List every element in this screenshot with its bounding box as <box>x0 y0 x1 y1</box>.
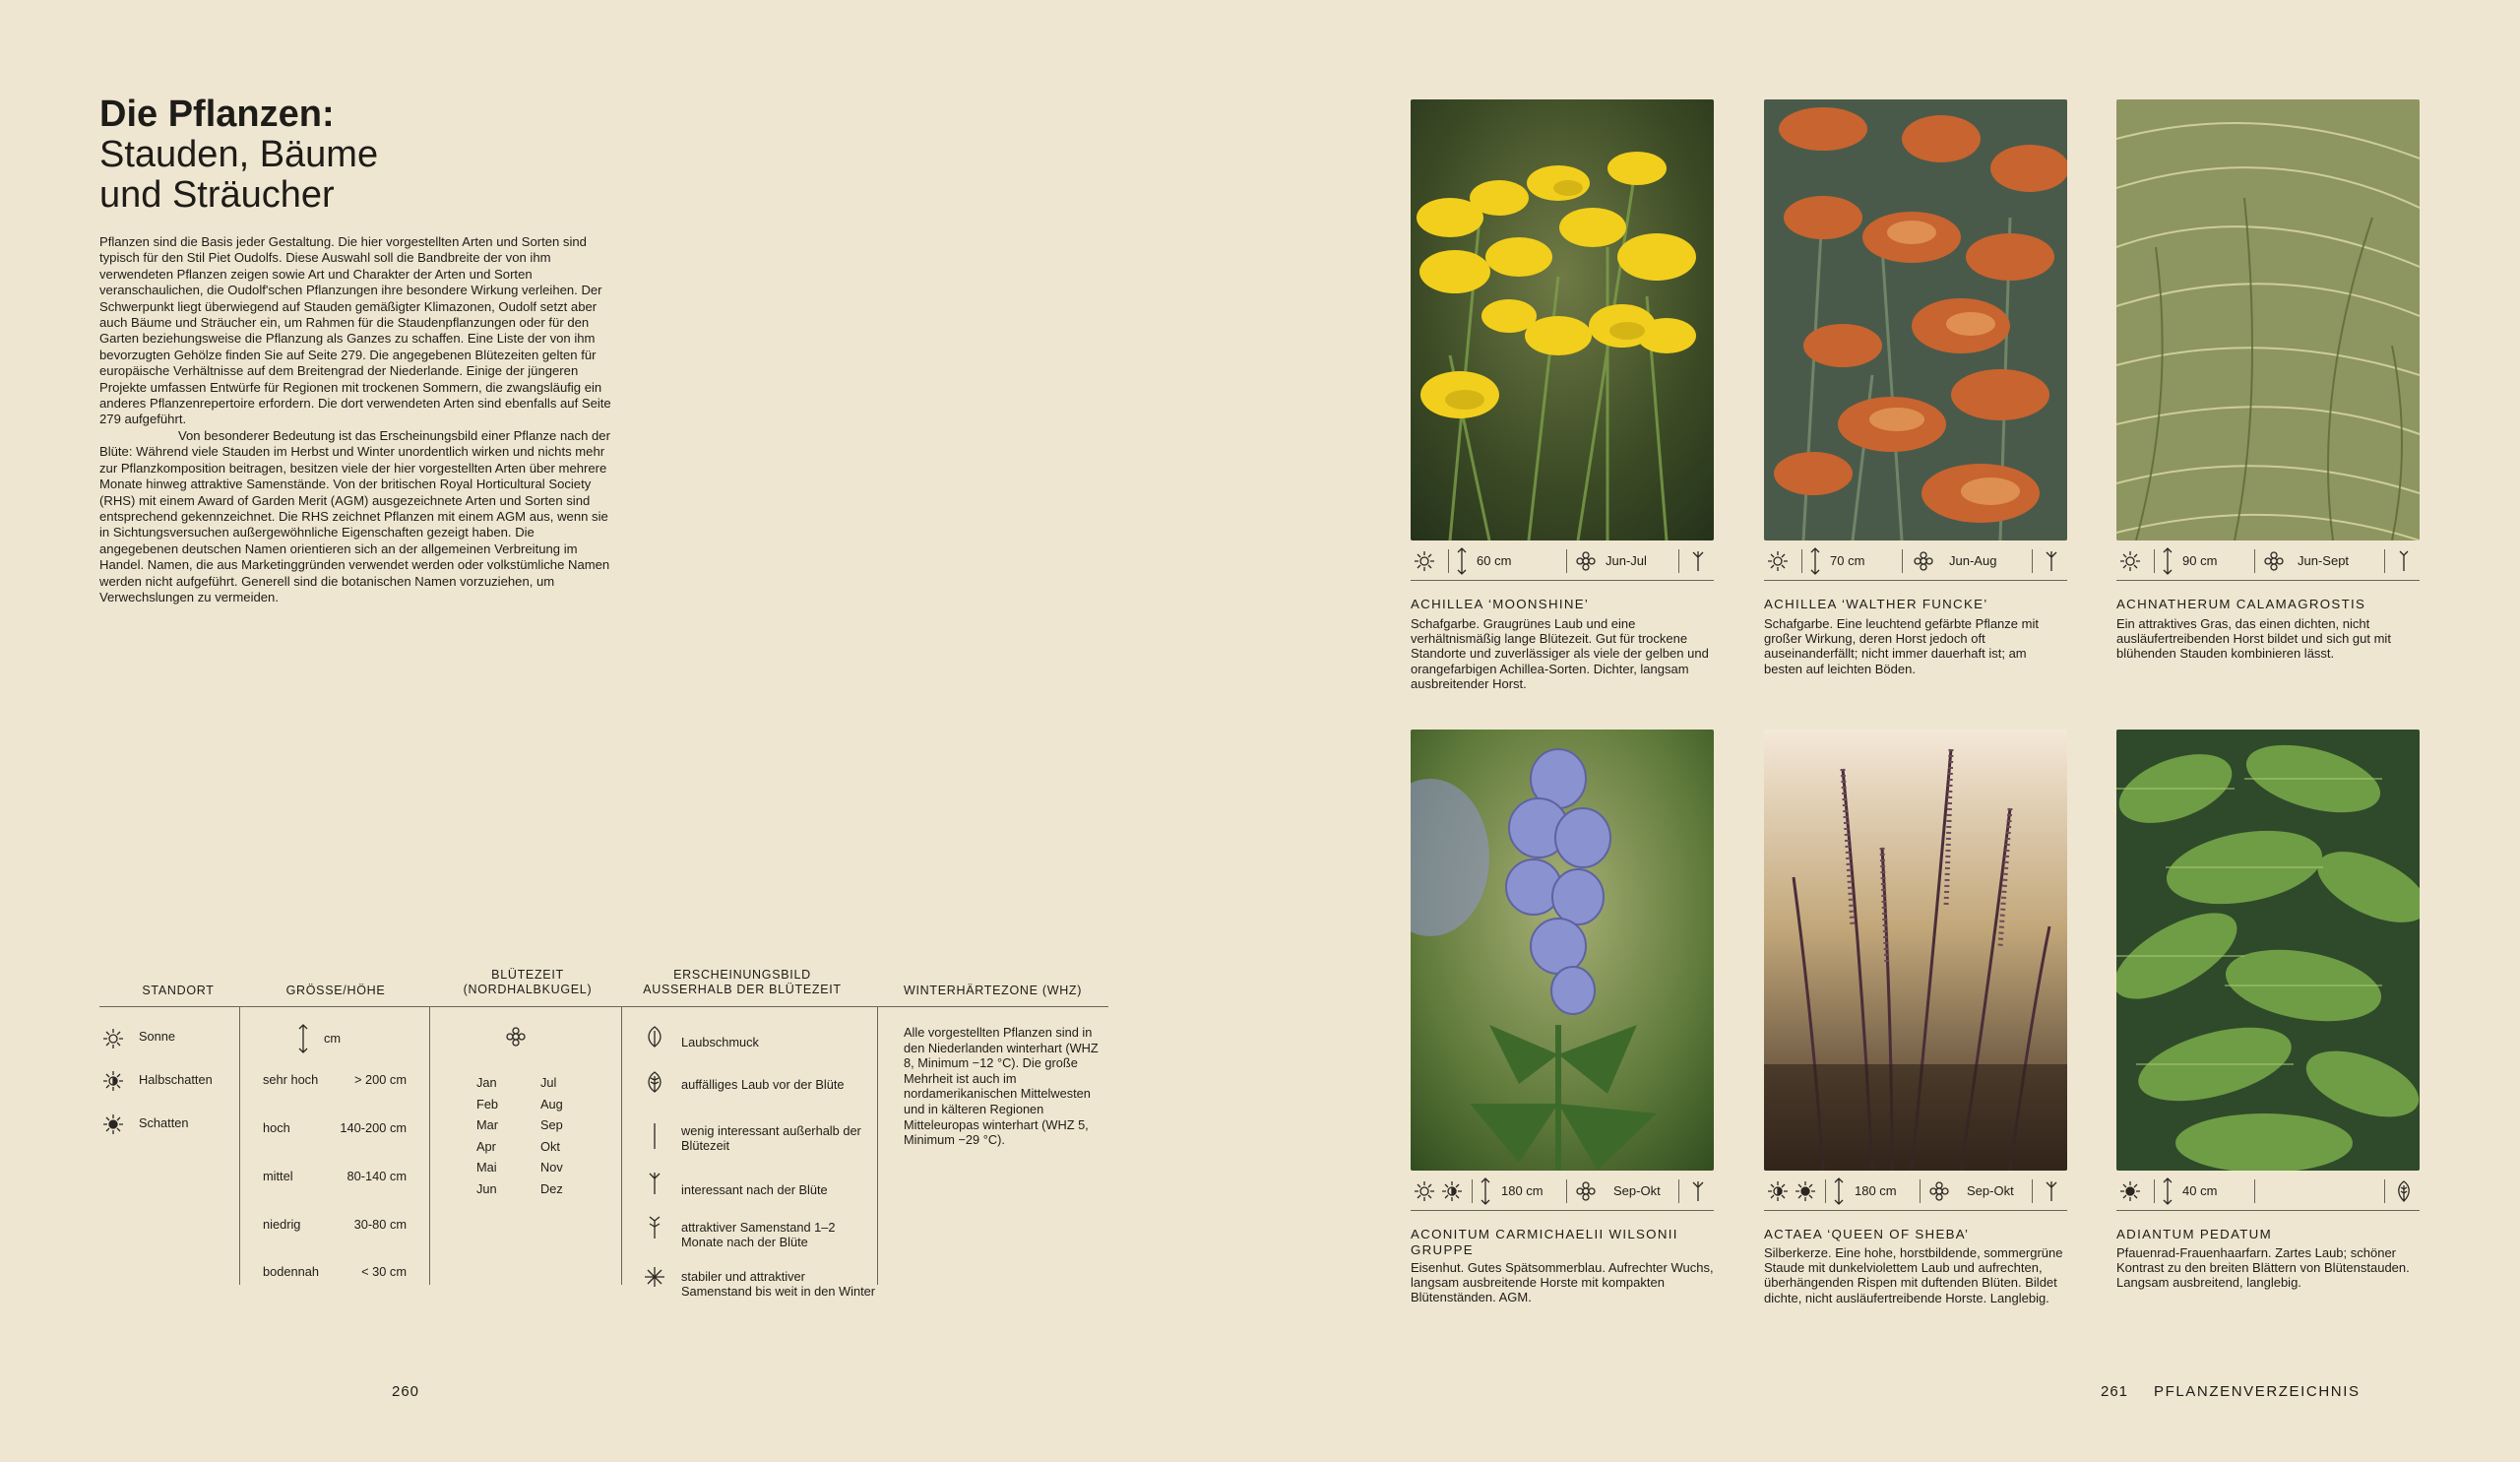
height-arrow-icon <box>291 1023 315 1054</box>
shade-icon <box>2118 1179 2142 1203</box>
photo-aconitum <box>1411 730 1714 1171</box>
plant-height: 90 cm <box>2182 553 2218 568</box>
flower-icon <box>1574 1179 1598 1203</box>
legend-divider <box>621 1006 622 1285</box>
seedhead-star-icon <box>643 1265 666 1289</box>
legend-size-label: hoch <box>263 1120 290 1135</box>
plant-info-bar <box>1764 542 2067 581</box>
flower-icon <box>504 1025 528 1049</box>
legend-size-label: niedrig <box>263 1217 301 1232</box>
title-line-1: Die Pflanzen: <box>99 94 335 135</box>
legend-shade-label: Schatten <box>139 1115 189 1130</box>
legend-appearance-label: stabiler und attraktiver Samenstand bis weit in den Winter <box>681 1269 876 1299</box>
seedhead-icon <box>1688 1179 1708 1203</box>
height-arrow-icon <box>1478 1176 1493 1206</box>
legend-size-value: 80-140 cm <box>346 1169 407 1183</box>
legend-header-appearance-1: ERSCHEINUNGSBILD <box>673 968 811 982</box>
plant-description: Pfauenrad-Frauenhaarfarn. Zartes Laub; schöner Kontrast zu den breiten Blättern von Blütenstauden. Langsam ausbreitend, langlebig. <box>2116 1245 2410 1291</box>
sun-icon <box>2118 549 2142 573</box>
legend-appearance-label: interessant nach der Blüte <box>681 1182 828 1197</box>
page-title <box>99 95 378 216</box>
legend-size-label: mittel <box>263 1169 293 1183</box>
plant-info-bar <box>1764 1173 2067 1211</box>
sun-icon <box>101 1027 125 1050</box>
legend-size-label: sehr hoch <box>263 1072 319 1087</box>
plant-height: 40 cm <box>2182 1183 2218 1198</box>
legend-sun-label: Sonne <box>139 1029 176 1044</box>
legend-header-bloom-1: BLÜTEZEIT <box>491 968 564 982</box>
plant-info-bar <box>2116 542 2420 581</box>
plant-name: ACTAEA ‘QUEEN OF SHEBA’ <box>1764 1227 1970 1241</box>
seedhead-icon <box>2042 549 2061 573</box>
stem-icon <box>643 1121 666 1151</box>
intro-paragraph-1: Pflanzen sind die Basis jeder Gestaltung. Die hier vorgestellten Arten und Sorten sind typisch für den Stil Piet Oudolfs. Diese Auswahl soll die Bandbreite der von ihm verwendeten Pflanzen zeigen sowie Art und Charakter der Arten und Sorten veranschaulichen, die Oudolf'schen Pflanzungen ihre besondere Wirkung verleihen. Der Schwerpunkt liegt überwiegend auf Stauden gemäßigter Klimazonen, Oudolf setzt aber auch Bäume und Sträucher ein, um Rahmen für die Staudenpflanzungen oder für den Garten beziehungsweise die Pflanzung als Ganzes zu schaffen. Eine Liste der von ihm bevorzugten Gehölze finden Sie auf Seite 279. Die angegebenen Blütezeiten gelten für europäische Verhältnisse auf dem Breitengrad der Niederlande. Einige der jüngeren Projekte umfassen Entwürfe für Regionen mit trockenen Sommern, die zwangsläufig ein anderes Pflanzenrepertoire erfordern. Die dort verwendeten Arten sind ebenfalls auf Seite 279 aufgeführt. <box>99 234 611 427</box>
month-label: Jun <box>476 1180 497 1196</box>
plant-bloom: Sep-Okt <box>1613 1183 1661 1198</box>
shade-icon <box>1794 1179 1817 1203</box>
legend-header-standort: STANDORT <box>142 984 215 997</box>
plant-bloom: Sep-Okt <box>1967 1183 2014 1198</box>
title-line-3: und Sträucher <box>99 174 335 216</box>
legend-size-value: 30-80 cm <box>353 1217 407 1232</box>
month-label: Apr <box>476 1138 496 1154</box>
month-label: Dez <box>540 1180 563 1196</box>
flower-icon <box>1574 549 1598 573</box>
plant-description: Ein attraktives Gras, das einen dichten, nicht ausläufertreibenden Horst bildet und sich gut mit blühenden Stauden kombinieren lässt. <box>2116 616 2391 662</box>
plant-description: Schafgarbe. Eine leuchtend gefärbte Pflanze mit großer Wirkung, deren Horst jedoch oft auseinanderfällt; nicht immer dauerhaft ist; am besten auf leichten Böden. <box>1764 616 2039 676</box>
height-arrow-icon <box>2160 546 2175 576</box>
height-arrow-icon <box>1831 1176 1847 1206</box>
photo-actaea-queen-of-sheba <box>1764 730 2067 1171</box>
plant-bloom: Jun-Jul <box>1606 553 1647 568</box>
legend-header-appearance <box>619 968 865 997</box>
sun-icon <box>1413 549 1436 573</box>
legend-appearance-label: auffälliges Laub vor der Blüte <box>681 1077 845 1092</box>
title-line-2: Stauden, Bäume <box>99 134 379 175</box>
legend-appearance-label: attraktiver Samenstand 1–2 Monate nach der Blüte <box>681 1220 836 1249</box>
stem-seedhead-icon <box>2394 549 2414 573</box>
month-label: Feb <box>476 1096 499 1112</box>
plant-name: ACHILLEA ‘MOONSHINE’ <box>1411 597 1590 611</box>
legend-whz-text: Alle vorgestellten Pflanzen sind in den Niederlanden winterhart (WHZ 8, Minimum −12 °C). Die große Mehrheit ist auch im nordamerikanischen Mittelwesten und in kälteren Regionen Mitteleuropas winterhart (WHZ 5, Minimum −29 °C). <box>904 1025 1099 1148</box>
plant-height: 60 cm <box>1477 553 1512 568</box>
legend-halfshade-label: Halbschatten <box>139 1072 213 1087</box>
page-number-right: 261 <box>2101 1383 2129 1400</box>
month-label: Mai <box>476 1160 497 1176</box>
intro-text <box>99 234 613 605</box>
month-label: Jan <box>476 1075 497 1090</box>
month-label: Aug <box>540 1096 563 1112</box>
section-name: PFLANZENVERZEICHNIS <box>2154 1383 2361 1400</box>
legend-header-bloom-2: (NORDHALBKUGEL) <box>463 983 593 996</box>
flower-icon <box>2262 549 2286 573</box>
page-number-left: 260 <box>392 1383 420 1400</box>
plant-info-bar <box>1411 1173 1714 1211</box>
intro-paragraph-2: Von besonderer Bedeutung ist das Erscheinungsbild einer Pflanze nach der Blüte: Während viele Stauden im Herbst und Winter unordentlich wirken und nichts mehr zur Pflanzkomposition beitragen, besitzen viele der hier vorgestellten Arten über mehrere Monate hinweg attraktive Samenstände. Von der britischen Royal Horticultural Society (RHS) mit einem Award of Garden Merit (AGM) ausgezeichnete Arten und Sorten sind entsprechend gekennzeichnet. Die RHS zeichnet Pflanzen mit einem AGM aus, wenn sie in Sichtungsversuchen außergewöhnliche Eigenschaften gezeigt haben. Die angegebenen deutschen Namen orientieren sich an der allgemeinen Verbreitung im Handel. Namen, die aus Marketinggründen verwendet werden oder volkstümliche Namen werden nicht aufgeführt. Generell sind die botanischen Namen vorzuziehen, um Verwechslungen zu vermeiden. <box>99 427 610 604</box>
legend-divider <box>429 1006 430 1285</box>
flower-icon <box>1912 549 1935 573</box>
leaf-veined-icon <box>2394 1179 2414 1203</box>
plant-name: ACHILLEA ‘WALTHER FUNCKE’ <box>1764 597 1988 611</box>
legend-size-value: 140-200 cm <box>340 1120 407 1135</box>
leaf-icon <box>643 1025 666 1049</box>
legend-header-bloom <box>429 968 626 997</box>
legend-months-col-1 <box>476 1072 498 1200</box>
height-arrow-icon <box>2160 1176 2175 1206</box>
legend-size-label: bodennah <box>263 1264 319 1279</box>
plant-info-bar <box>1411 542 1714 581</box>
month-label: Jul <box>540 1075 557 1090</box>
seedhead-icon <box>643 1171 666 1194</box>
legend-size-unit: cm <box>324 1031 342 1046</box>
height-arrow-icon <box>1454 546 1470 576</box>
seedhead-icon <box>1688 549 1708 573</box>
plant-description: Silberkerze. Eine hohe, horstbildende, sommergrüne Staude mit dunkelviolettem Laub und aufrechten, überhängenden Rispen mit duftenden Blüten. Bildet dichte, nicht ausläufertreibende Horste. Langlebig. <box>1764 1245 2063 1305</box>
legend-top-rule <box>99 1006 1108 1007</box>
legend-appearance-label: wenig interessant außerhalb der Blütezeit <box>681 1123 861 1153</box>
month-label: Nov <box>540 1160 563 1176</box>
month-label: Okt <box>540 1138 560 1154</box>
plant-height: 180 cm <box>1855 1183 1897 1198</box>
month-label: Sep <box>540 1117 563 1133</box>
plant-name: ADIANTUM PEDATUM <box>2116 1227 2272 1241</box>
photo-adiantum-pedatum <box>2116 730 2420 1171</box>
plant-bloom: Jun-Sept <box>2298 553 2350 568</box>
plant-description: Schafgarbe. Graugrünes Laub und eine verhältnismäßig lange Blütezeit. Gut für trockene Standorte und zuverlässiger als viele der gelben und orangefarbigen Achillea-Sorten. Dichter, langsam ausbreitender Horst. <box>1411 616 1709 691</box>
legend-size-value: > 200 cm <box>354 1072 407 1087</box>
half-shade-icon <box>101 1069 125 1093</box>
half-shade-icon <box>1766 1179 1790 1203</box>
month-label: Mar <box>476 1117 499 1133</box>
plant-height: 180 cm <box>1501 1183 1544 1198</box>
leaf-veined-icon <box>643 1070 666 1094</box>
sun-icon <box>1413 1179 1436 1203</box>
legend-divider <box>239 1006 240 1285</box>
plant-description: Eisenhut. Gutes Spätsommerblau. Aufrechter Wuchs, langsam ausbreitende Horste mit kompakten Blütenständen. AGM. <box>1411 1260 1714 1305</box>
plant-name: ACONITUM CARMICHAELII WILSONII GRUPPE <box>1411 1227 1678 1257</box>
legend-months-col-2 <box>540 1072 563 1200</box>
half-shade-icon <box>1440 1179 1464 1203</box>
photo-achillea-walther-funcke <box>1764 99 2067 540</box>
shade-icon <box>101 1112 125 1136</box>
plant-info-bar <box>2116 1173 2420 1211</box>
flower-icon <box>1927 1179 1951 1203</box>
legend-header-appearance-2: AUSSERHALB DER BLÜTEZEIT <box>643 983 842 996</box>
sun-icon <box>1766 549 1790 573</box>
plant-name: ACHNATHERUM CALAMAGROSTIS <box>2116 597 2366 611</box>
legend-header-whz: WINTERHÄRTEZONE (WHZ) <box>904 984 1083 997</box>
photo-achillea-moonshine <box>1411 99 1714 540</box>
plant-bloom: Jun-Aug <box>1949 553 1997 568</box>
legend-header-size: GRÖSSE/HÖHE <box>285 984 386 997</box>
legend-appearance-label: Laubschmuck <box>681 1035 759 1049</box>
symbol-legend <box>99 960 1108 1319</box>
seedhead-branched-icon <box>643 1215 666 1239</box>
height-arrow-icon <box>1807 546 1823 576</box>
photo-achnatherum-calamagrostis <box>2116 99 2420 540</box>
legend-size-value: < 30 cm <box>361 1264 407 1279</box>
seedhead-icon <box>2042 1179 2061 1203</box>
plant-height: 70 cm <box>1830 553 1865 568</box>
